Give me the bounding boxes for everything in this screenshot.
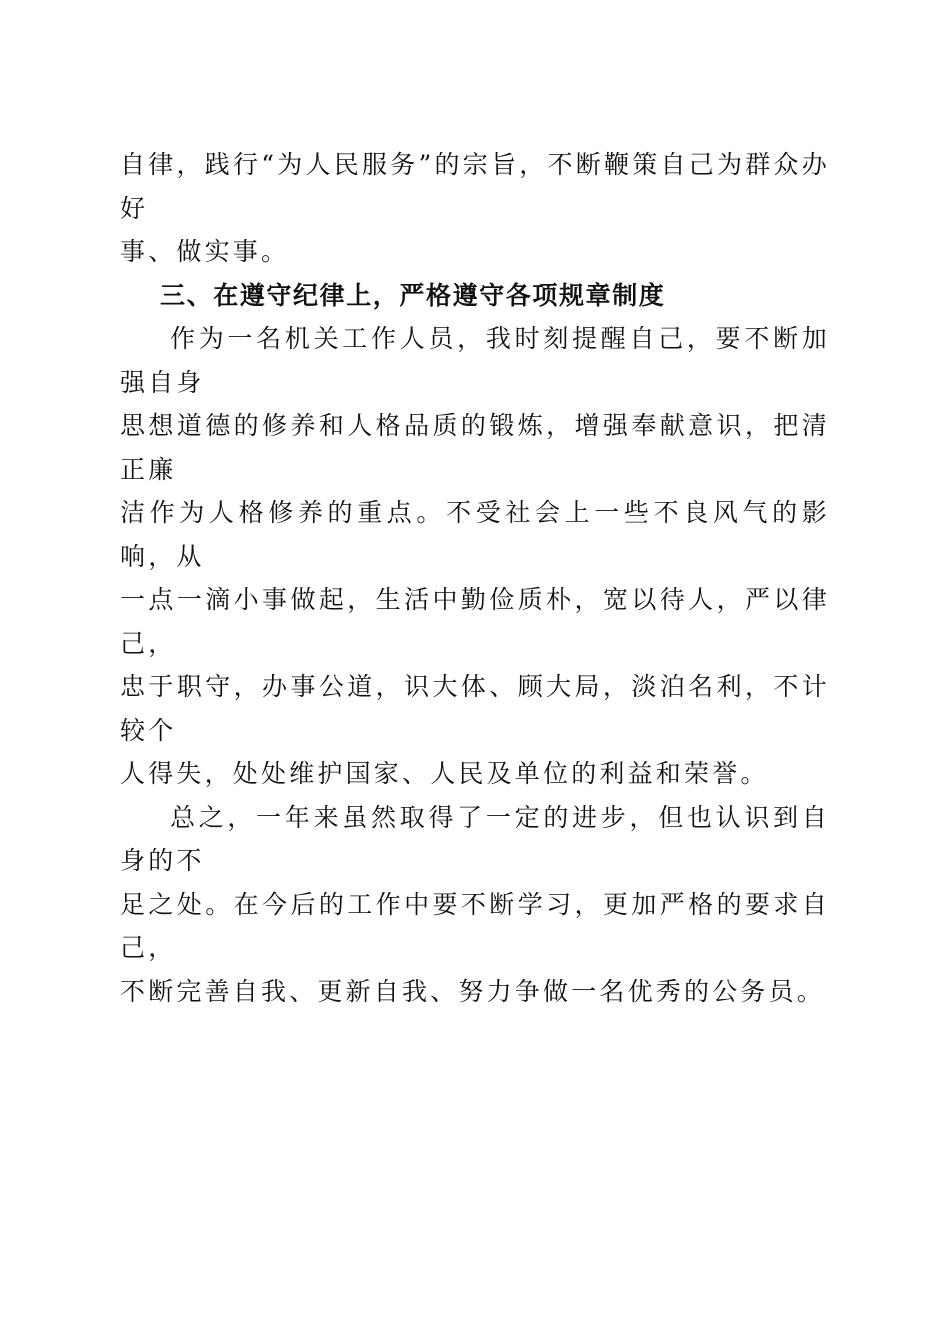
text-line: 作为一名机关工作人员，我时刻提醒自己，要不断加强自身	[120, 324, 830, 397]
text-line: 忠于职守，办事公道，识大体、顾大局，淡泊名利，不计较个	[120, 672, 830, 745]
text-line: 思想道德的修养和人格品质的锻炼，增强奉献意识，把清正廉	[120, 411, 830, 484]
conclusion-paragraph	[120, 796, 830, 1014]
text-line: 一点一滴小事做起，生活中勤俭质朴，宽以待人，严以律己，	[120, 585, 830, 658]
discipline-paragraph	[120, 317, 830, 796]
text-line: 不断完善自我、更新自我、努力争做一名优秀的公务员。	[120, 976, 826, 1006]
section-heading: 三、在遵守纪律上，严格遵守各项规章制度	[160, 280, 666, 310]
text-line: 人得失，处处维护国家、人民及单位的利益和荣誉。	[120, 759, 769, 788]
text-line: 洁作为人格修养的重点。不受社会上一些不良风气的影响，从	[120, 498, 830, 571]
document-body	[120, 143, 830, 1013]
text-line: 事、做实事。	[120, 237, 290, 266]
continuation-paragraph	[120, 143, 830, 274]
text-line: 总之，一年来虽然取得了一定的进步，但也认识到自身的不	[120, 802, 830, 875]
text-line: 足之处。在今后的工作中要不断学习，更加严格的要求自己，	[120, 889, 830, 962]
text-line: 自律，践行“为人民服务”的宗旨，不断鞭策自己为群众办好	[120, 150, 830, 223]
